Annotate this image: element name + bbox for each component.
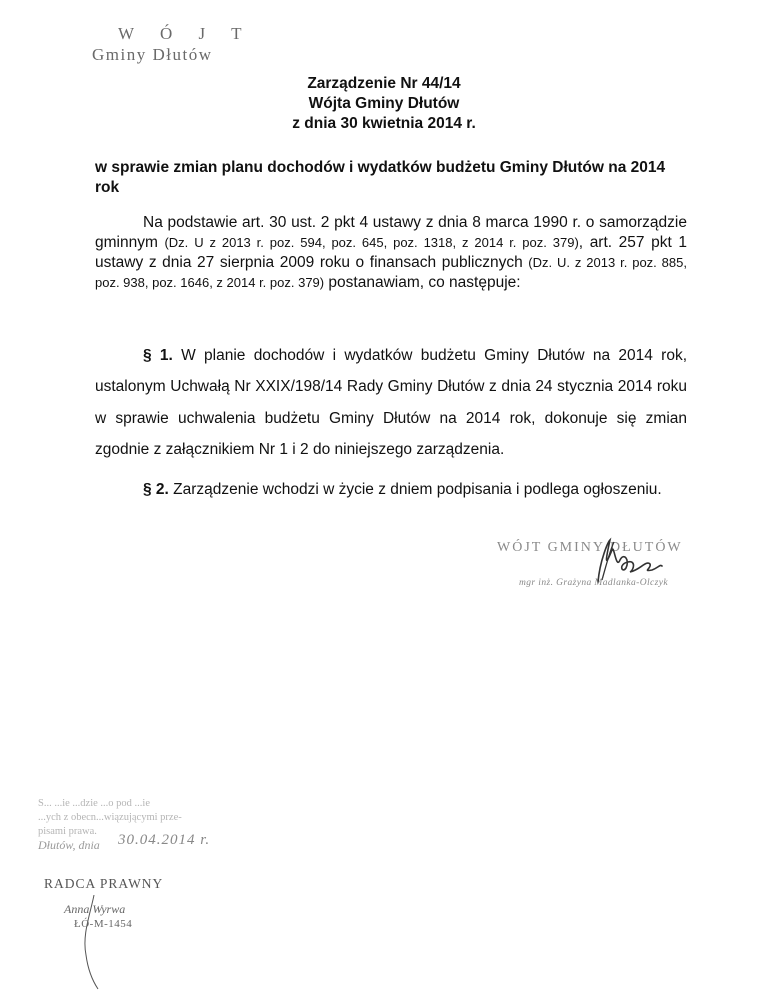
title-line-3: z dnia 30 kwietnia 2014 r. xyxy=(292,115,476,132)
section-2-mark: § 2. xyxy=(143,481,169,498)
signatory-name: mgr inż. Grażyna Madlanka-Olczyk xyxy=(519,578,668,588)
legal-basis-citation-1: (Dz. U z 2013 r. poz. 594, poz. 645, poz. 1318, z 2014 r. poz. 379) xyxy=(164,235,579,250)
legal-counsel-name: Anna Wyrwa xyxy=(64,902,126,916)
legal-stamp-line-2: ...ych z obecn...wiązującymi prze- xyxy=(38,812,182,823)
document-title xyxy=(0,74,768,134)
section-1-text: W planie dochodów i wydatków budżetu Gminy Dłutów na 2014 rok, ustalonym Uchwałą Nr XXIX/198/14 Rady Gminy Dłutów z dnia 24 stycznia 2014 roku w sprawie uchwalenia budżetu Gminy Dłutów na 2014 rok, dokonuje się zmian zgodnie z załącznikiem Nr 1 i 2 do niniejszego zarządzenia. xyxy=(95,347,687,458)
signature-stamp-title: WÓJT GMINY DŁUTÓW xyxy=(497,540,683,555)
office-stamp-subtitle: Gminy Dłutów xyxy=(92,45,213,64)
legal-counsel-number: ŁÓ-M-1454 xyxy=(74,918,133,930)
section-1-mark: § 1. xyxy=(143,347,173,364)
legal-stamp-line-3: pisami prawa. xyxy=(38,826,97,837)
section-2-text: Zarządzenie wchodzi w życie z dniem podpisania i podlega ogłoszeniu. xyxy=(168,481,662,498)
legal-basis-text-c: , art. 257 pkt 1 ustawy z dnia 27 sierpnia 2009 roku o finansach publicznych xyxy=(95,234,688,271)
section-1 xyxy=(95,340,687,465)
title-line-1: Zarządzenie Nr 44/14 xyxy=(307,75,461,92)
legal-counsel-stamp-title: RADCA PRAWNY xyxy=(44,876,164,891)
legal-stamp-line-1: S... ...ie ...dzie ...o pod ...ie xyxy=(38,798,150,809)
title-line-2: Wójta Gminy Dłutów xyxy=(308,95,460,112)
section-2 xyxy=(95,480,687,500)
legal-basis-citation-2: (Dz. U. z 2013 r. poz. 885, poz. 938, poz. 1646, z 2014 r. poz. 379) xyxy=(95,255,687,290)
legal-stamp-date-label: Dłutów, dnia xyxy=(38,838,100,852)
legal-basis-text-a: Na podstawie art. 30 ust. 2 pkt 4 ustawy z dnia 8 marca 1990 r. o samorządzie gminnym xyxy=(95,214,687,251)
legal-stamp-date: 30.04.2014 r. xyxy=(118,832,211,848)
legal-basis-text-e: postanawiam, co następuje: xyxy=(324,274,521,291)
document-subject: w sprawie zmian planu dochodów i wydatków budżetu Gminy Dłutów na 2014 rok xyxy=(95,159,666,196)
office-stamp-title: W Ó J T xyxy=(118,24,253,43)
legal-basis-paragraph xyxy=(95,213,687,293)
